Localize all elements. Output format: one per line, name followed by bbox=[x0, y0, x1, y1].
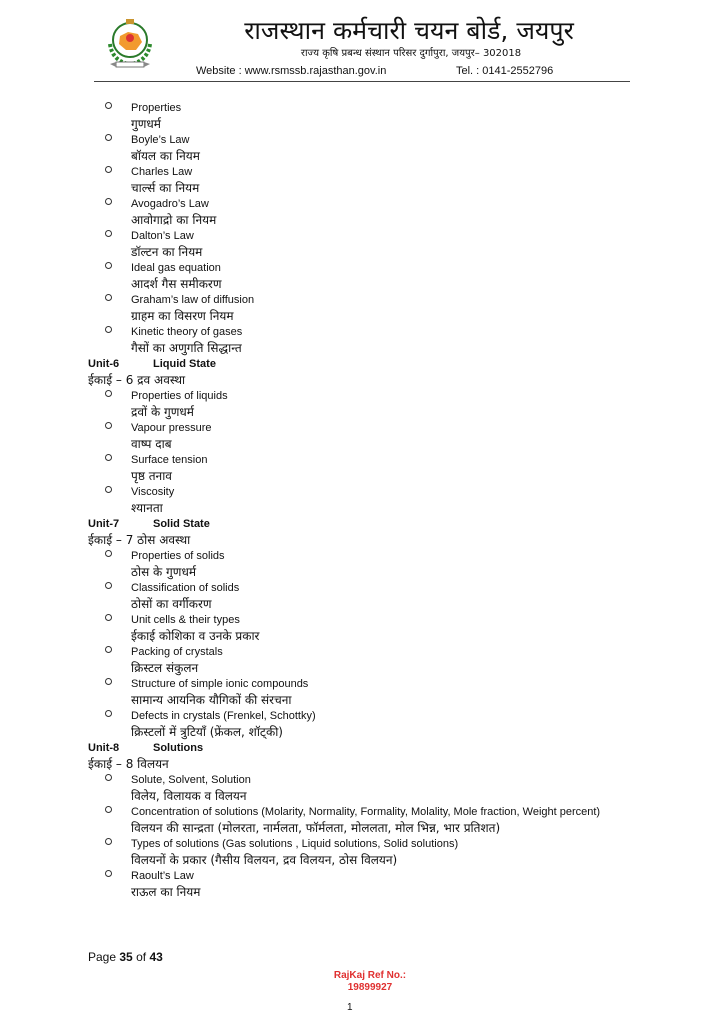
topic-english: Structure of simple ionic compounds bbox=[131, 678, 309, 690]
circle-bullet-icon bbox=[105, 422, 112, 429]
list-item bbox=[88, 292, 648, 324]
page-label: Page bbox=[88, 950, 117, 964]
circle-bullet-icon bbox=[105, 390, 112, 397]
topic-english: Solute, Solvent, Solution bbox=[131, 774, 251, 786]
topic-english: Classification of solids bbox=[131, 582, 240, 594]
letterhead bbox=[96, 10, 634, 82]
page-indicator bbox=[88, 950, 163, 964]
section-unit-8 bbox=[88, 740, 648, 900]
topic-english: Graham’s law of diffusion bbox=[131, 294, 255, 306]
list-item bbox=[88, 612, 648, 644]
rajkaj-reference bbox=[330, 970, 410, 994]
section-gases bbox=[88, 100, 648, 356]
topic-english: Unit cells & their types bbox=[131, 614, 240, 626]
circle-bullet-icon bbox=[105, 838, 112, 845]
circle-bullet-icon bbox=[105, 550, 112, 557]
topic-english: Boyle’s Law bbox=[131, 134, 190, 146]
list-item bbox=[88, 868, 648, 900]
topic-hindi: वाष्प दाब bbox=[131, 437, 172, 451]
unit-heading bbox=[88, 516, 648, 532]
topic-english: Kinetic theory of gases bbox=[131, 326, 243, 338]
topic-english: Concentration of solutions (Molarity, Normality, Formality, Molality, Mole fraction, Weight percent) bbox=[131, 806, 601, 818]
list-item bbox=[88, 708, 648, 740]
topic-hindi: आदर्श गैस समीकरण bbox=[131, 277, 222, 291]
topic-english: Ideal gas equation bbox=[131, 262, 221, 274]
syllabus-content bbox=[88, 100, 648, 900]
topic-hindi: ईकाई कोशिका व उनके प्रकार bbox=[131, 629, 260, 643]
list-item bbox=[88, 420, 648, 452]
circle-bullet-icon bbox=[105, 326, 112, 333]
list-item bbox=[88, 484, 648, 516]
list-item bbox=[88, 548, 648, 580]
list-item bbox=[88, 452, 648, 484]
sheet-number: 1 bbox=[347, 1002, 353, 1013]
topic-english: Packing of crystals bbox=[131, 646, 223, 658]
topic-english: Surface tension bbox=[131, 454, 208, 466]
unit-name: Solutions bbox=[153, 742, 204, 754]
list-item bbox=[88, 100, 648, 132]
topic-hindi: ठोस के गुणधर्म bbox=[131, 565, 197, 579]
unit-name: Solid State bbox=[153, 518, 210, 530]
circle-bullet-icon bbox=[105, 582, 112, 589]
organization-address: राज्य कृषि प्रबन्ध संस्थान परिसर दुर्गापुरा, जयपुर– 302018 bbox=[300, 48, 522, 59]
circle-bullet-icon bbox=[105, 806, 112, 813]
list-item bbox=[88, 388, 648, 420]
topic-english: Properties of liquids bbox=[131, 390, 228, 402]
topic-english: Viscosity bbox=[131, 486, 175, 498]
topic-english: Properties bbox=[131, 102, 182, 114]
topic-english: Types of solutions (Gas solutions , Liquid solutions, Solid solutions) bbox=[131, 838, 459, 850]
circle-bullet-icon bbox=[105, 454, 112, 461]
unit-name: Liquid State bbox=[153, 358, 216, 370]
website-text: Website : www.rsmssb.rajasthan.gov.in bbox=[196, 65, 387, 77]
circle-bullet-icon bbox=[105, 774, 112, 781]
organization-title: राजस्थान कर्मचारी चयन बोर्ड, जयपुर bbox=[244, 16, 574, 45]
unit-heading-hindi: ईकाई – 8 विलयन bbox=[88, 757, 169, 771]
unit-number: Unit-8 bbox=[88, 742, 120, 754]
topic-hindi: विलयनों के प्रकार (गैसीय विलयन, द्रव विलयन, ठोस विलयन) bbox=[131, 853, 398, 867]
header-divider bbox=[94, 81, 630, 82]
topic-hindi: चार्ल्स का नियम bbox=[131, 181, 200, 195]
unit-heading bbox=[88, 740, 648, 756]
topic-hindi: द्रवों के गुणधर्म bbox=[131, 405, 194, 419]
circle-bullet-icon bbox=[105, 166, 112, 173]
circle-bullet-icon bbox=[105, 614, 112, 621]
page-of: of bbox=[136, 950, 147, 964]
list-item bbox=[88, 580, 648, 612]
unit-heading bbox=[88, 356, 648, 372]
topic-hindi: सामान्य आयनिक यौगिकों की संरचना bbox=[131, 693, 292, 707]
topic-hindi: गैसों का अणुगति सिद्धान्त bbox=[131, 341, 242, 355]
topic-english: Raoult’s Law bbox=[131, 870, 194, 882]
circle-bullet-icon bbox=[105, 710, 112, 717]
topic-english: Charles Law bbox=[131, 166, 193, 178]
list-item bbox=[88, 836, 648, 868]
topic-hindi: श्यानता bbox=[131, 501, 163, 515]
topic-english: Dalton’s Law bbox=[131, 230, 194, 242]
topic-hindi: ग्राहम का विसरण नियम bbox=[131, 309, 234, 323]
unit-number: Unit-6 bbox=[88, 358, 120, 370]
topic-hindi: राऊल का नियम bbox=[131, 885, 201, 899]
circle-bullet-icon bbox=[105, 198, 112, 205]
contact-line bbox=[196, 64, 626, 78]
rsmssb-emblem-icon bbox=[104, 14, 156, 72]
circle-bullet-icon bbox=[105, 678, 112, 685]
list-item bbox=[88, 324, 648, 356]
section-unit-7 bbox=[88, 516, 648, 740]
circle-bullet-icon bbox=[105, 230, 112, 237]
list-item bbox=[88, 260, 648, 292]
unit-heading-hindi: ईकाई – 6 द्रव अवस्था bbox=[88, 373, 186, 387]
circle-bullet-icon bbox=[105, 294, 112, 301]
topic-hindi: ठोसों का वर्गीकरण bbox=[131, 597, 212, 611]
telephone-text: Tel. : 0141-2552796 bbox=[456, 65, 554, 77]
topic-hindi: गुणधर्म bbox=[131, 117, 161, 131]
topic-hindi: डॉल्टन का नियम bbox=[131, 245, 203, 259]
ref-number: 19899927 bbox=[347, 982, 393, 993]
ref-label: RajKaj Ref No.: bbox=[333, 970, 407, 981]
unit-number: Unit-7 bbox=[88, 518, 120, 530]
topic-hindi: पृष्ठ तनाव bbox=[131, 469, 172, 483]
page-total: 43 bbox=[149, 950, 163, 964]
topic-hindi: क्रिस्टलों में त्रुटियाँ (फ्रेंकल, शॉट्की) bbox=[131, 725, 283, 739]
list-item bbox=[88, 132, 648, 164]
unit-heading-hindi: ईकाई – 7 ठोस अवस्था bbox=[88, 533, 191, 547]
circle-bullet-icon bbox=[105, 646, 112, 653]
circle-bullet-icon bbox=[105, 486, 112, 493]
topic-hindi: क्रिस्टल संकुलन bbox=[131, 661, 199, 675]
topic-english: Avogadro’s Law bbox=[131, 198, 209, 210]
list-item bbox=[88, 196, 648, 228]
section-unit-6 bbox=[88, 356, 648, 516]
list-item bbox=[88, 644, 648, 676]
circle-bullet-icon bbox=[105, 262, 112, 269]
list-item bbox=[88, 804, 648, 836]
circle-bullet-icon bbox=[105, 102, 112, 109]
topic-hindi: बॉयल का नियम bbox=[131, 149, 200, 163]
topic-hindi: विलेय, विलायक व विलयन bbox=[131, 789, 247, 803]
topic-english: Vapour pressure bbox=[131, 422, 212, 434]
list-item bbox=[88, 164, 648, 196]
circle-bullet-icon bbox=[105, 870, 112, 877]
circle-bullet-icon bbox=[105, 134, 112, 141]
list-item bbox=[88, 228, 648, 260]
topic-hindi: विलयन की सान्द्रता (मोलरता, नार्मलता, फॉर्मलता, मोललता, मोल भिन्न, भार प्रतिशत) bbox=[131, 821, 501, 835]
topic-english: Properties of solids bbox=[131, 550, 225, 562]
topic-english: Defects in crystals (Frenkel, Schottky) bbox=[131, 710, 316, 722]
topic-hindi: आवोगाद्रो का नियम bbox=[131, 213, 217, 227]
list-item bbox=[88, 772, 648, 804]
page-current: 35 bbox=[119, 950, 133, 964]
list-item bbox=[88, 676, 648, 708]
